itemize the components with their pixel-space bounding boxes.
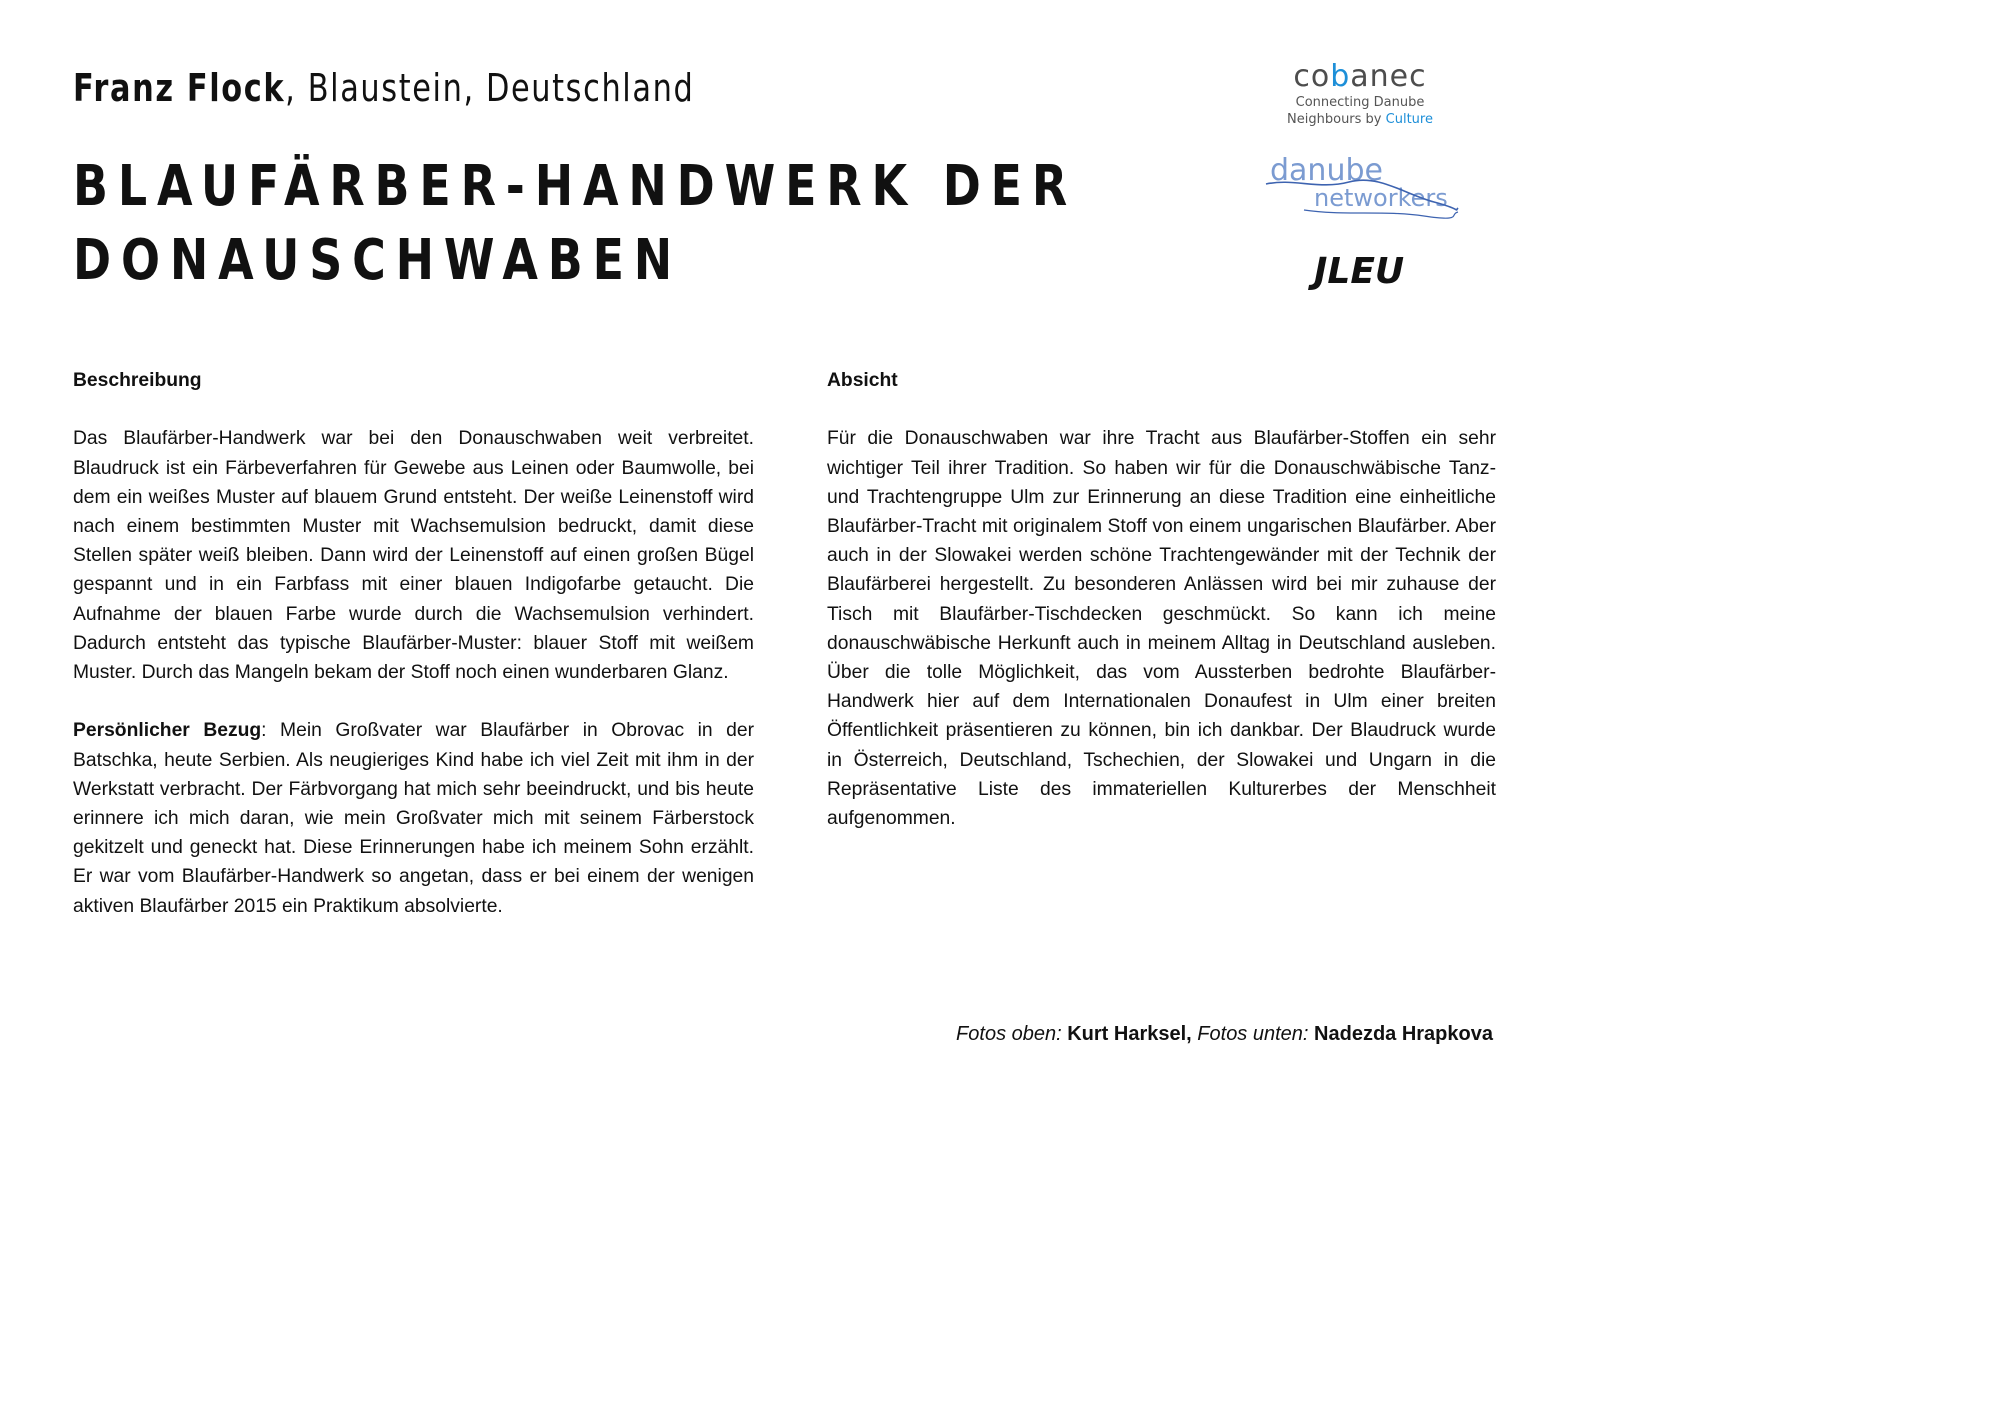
networkers-wordmark: networkers (1314, 184, 1448, 212)
cobanec-logo (1270, 60, 1450, 128)
intention-heading: Absicht (827, 370, 898, 391)
credit-name-top: Kurt Harksel, (1067, 1023, 1192, 1045)
danube-networkers-logo (1264, 150, 1464, 230)
jleu-wordmark: JLEU (1314, 251, 1405, 292)
intention-column (827, 366, 1496, 862)
cobanec-tagline: Connecting Danube Neighbours by Culture (1287, 95, 1433, 127)
cobanec-wordmark: cobanec (1293, 59, 1427, 94)
description-column (73, 366, 754, 950)
description-paragraph: Das Blaufärber-Handwerk war bei den Donauschwaben weit verbreitet. Blaudruck ist ein Färbeverfahren für Gewebe aus Leinen oder Baumwolle, bei dem ein weißes Muster auf blauem Grund entsteht. Der weiße Leinenstoff wird nach einem bestimmten Muster mit Wachsemulsion bedruckt, damit diese Stellen später weiß bleiben. Dann wird der Leinenstoff auf einen großen Bügel gespannt und in ein Farbfass mit einer blauen Indigofarbe getaucht. Die Aufnahme der blauen Farbe wurde durch die Wachsemulsion verhindert. Dadurch entsteht das typische Blaufärber-Muster: blauer Stoff mit weißem Muster. Durch das Mangeln bekam der Stoff noch einen wunderbaren Glanz. (73, 428, 754, 684)
personal-reference-paragraph (73, 716, 754, 920)
page-title-line-2: DONAUSCHWABEN (73, 228, 683, 293)
page-title (73, 150, 1077, 298)
photo-credits (956, 1020, 1493, 1048)
personal-reference-text: : Mein Großvater war Blaufärber in Obrovac in der Batschka, heute Serbien. Als neugieriges Kind habe ich viel Zeit mit ihm in der Werkstatt verbracht. Der Färbvorgang hat mich sehr beeindruckt, und bis heute erinnere ich mich daran, wie mein Großvater mich mit seinem Färberstock gekitzelt und geneckt hat. Diese Erinnerungen habe ich meinem Sohn erzählt. Er war vom Blaufärber-Handwerk so angetan, dass er bei einem der wenigen aktiven Blaufärber 2015 ein Praktikum absolvierte. (73, 720, 754, 917)
author-line (73, 66, 694, 110)
description-heading: Beschreibung (73, 370, 202, 391)
page-title-line-1: BLAUFÄRBER-HANDWERK DER (73, 154, 1078, 219)
jleu-logo (1300, 243, 1420, 293)
author-location: , Blaustein, Deutschland (285, 66, 695, 110)
danube-wordmark: danube (1270, 153, 1383, 188)
personal-reference-label: Persönlicher Bezug (73, 720, 262, 742)
credit-label-top: Fotos oben: (956, 1023, 1068, 1045)
credit-name-bottom: Nadezda Hrapkova (1314, 1023, 1493, 1045)
credit-label-bottom: Fotos unten: (1191, 1023, 1315, 1045)
author-name: Franz Flock (73, 66, 286, 110)
intention-paragraph: Für die Donauschwaben war ihre Tracht aus Blaufärber-Stoffen ein sehr wichtiger Teil ihrer Tradition. So haben wir für die Donauschwäbische Tanz- und Trachtengruppe Ulm zur Erinnerung an diese Tradition eine einheitliche Blaufärber-Tracht mit originalem Stoff von einem ungarischen Blaufärber. Aber auch in der Slowakei werden schöne Trachtengewänder mit der Technik der Blaufärberei hergestellt. Zu besonderen Anlässen wird bei mir zuhause der Tisch mit Blaufärber-Tischdecken geschmückt. So kann ich meine donauschwäbische Herkunft auch in meinem Alltag in Deutschland ausleben. Über die tolle Möglichkeit, das vom Aussterben bedrohte Blaufärber-Handwerk hier auf dem Internationalen Donaufest in Ulm einer breiten Öffentlichkeit präsentieren zu können, bin ich dankbar. Der Blaudruck wurde in Österreich, Deutschland, Tschechien, der Slowakei und Ungarn in die Repräsentative Liste des immateriellen Kulturerbes der Menschheit aufgenommen. (827, 428, 1496, 830)
